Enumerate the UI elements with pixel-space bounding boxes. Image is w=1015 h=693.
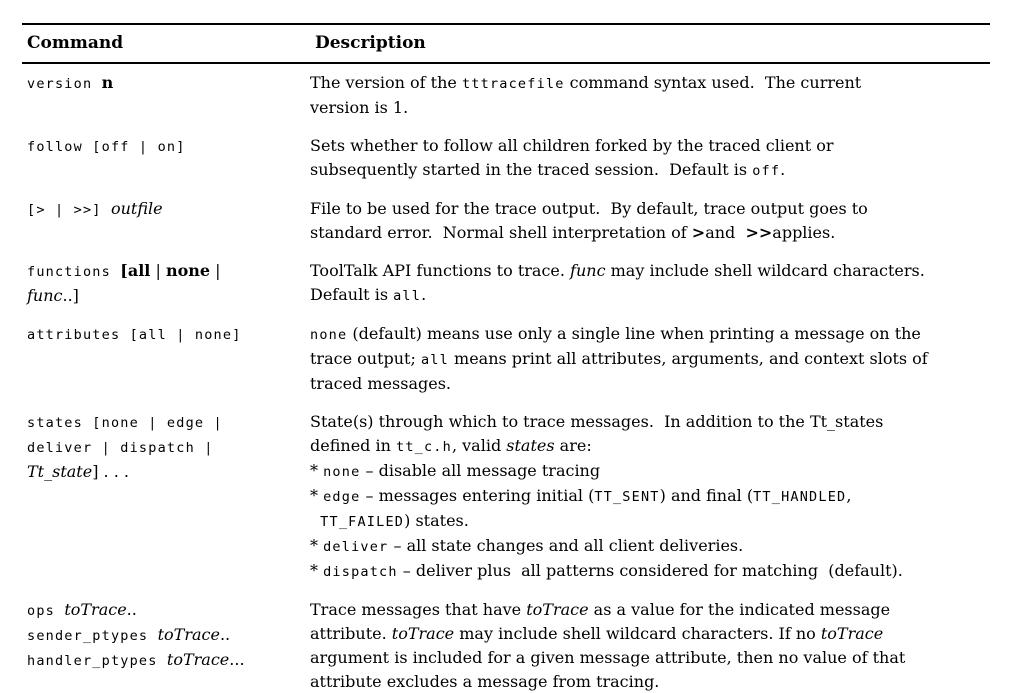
text-segment: (default) means use only a single line when printing a message on the — [347, 324, 921, 343]
text-segment: all — [420, 352, 449, 368]
text-line — [27, 623, 310, 648]
text-segment: . — [780, 160, 786, 179]
text-line — [27, 460, 310, 484]
text-line — [310, 259, 990, 283]
text-segment: ops — [27, 603, 65, 619]
text-segment: >> — [745, 223, 773, 242]
text-line — [310, 622, 990, 646]
text-segment: applies. — [772, 223, 836, 242]
text-line — [27, 410, 310, 435]
table-header-row — [22, 25, 990, 62]
text-line — [310, 484, 990, 509]
text-segment: Default is — [310, 285, 394, 304]
text-line — [310, 347, 990, 372]
text-line — [310, 509, 990, 534]
text-segment: tttracefile — [461, 76, 565, 92]
text-line — [310, 71, 990, 96]
description-cell — [310, 71, 990, 120]
text-line — [310, 598, 990, 622]
text-segment: – disable all message tracing — [360, 461, 601, 480]
description-column-header: Description — [315, 33, 426, 53]
text-line — [310, 459, 990, 484]
text-segment: toTrace — [820, 624, 884, 643]
text-segment: tt_c.h — [396, 439, 452, 455]
text-segment: > — [691, 223, 706, 242]
table-row — [22, 71, 990, 120]
text-line — [310, 96, 990, 120]
text-segment: traced messages. — [310, 374, 451, 393]
text-segment: off — [752, 163, 781, 179]
text-line — [27, 197, 310, 222]
text-segment: func — [570, 261, 606, 280]
text-line — [27, 598, 310, 623]
description-cell — [310, 259, 990, 308]
text-segment: functions — [27, 264, 121, 280]
command-cell — [22, 134, 310, 183]
text-line — [310, 559, 990, 584]
text-line — [310, 322, 990, 347]
text-segment: may include shell wildcard characters. If no — [454, 624, 821, 643]
table-row — [22, 197, 990, 245]
description-cell — [310, 322, 990, 396]
text-segment: Tt_state — [27, 462, 93, 481]
text-line — [27, 435, 310, 460]
command-cell — [22, 598, 310, 693]
command-cell — [22, 71, 310, 120]
text-segment: standard error. Normal shell interpretation of — [310, 223, 692, 242]
command-cell — [22, 410, 310, 584]
text-segment: edge — [323, 489, 361, 505]
text-segment: File to be used for the trace output. By default, trace output goes to — [310, 199, 868, 218]
text-segment: means print all attributes, arguments, and context slots of — [448, 349, 928, 368]
text-segment: defined in — [310, 436, 396, 455]
text-segment: outfile — [110, 199, 163, 218]
text-line — [27, 134, 310, 159]
text-segment: * — [310, 461, 324, 480]
table-body — [22, 71, 990, 693]
text-segment: | — [210, 261, 221, 280]
text-segment: ..] — [62, 286, 79, 305]
text-line — [310, 158, 990, 183]
description-cell — [310, 134, 990, 183]
text-line — [310, 283, 990, 308]
table-row — [22, 410, 990, 584]
text-segment: – all state changes and all client deliveries. — [388, 536, 744, 555]
text-segment: none — [310, 327, 348, 343]
text-segment: toTrace — [526, 600, 589, 619]
text-line — [27, 259, 310, 284]
text-segment: * — [310, 486, 324, 505]
text-line — [310, 372, 990, 396]
text-line — [310, 434, 990, 459]
text-segment: toTrace — [157, 625, 220, 644]
text-segment: none — [323, 464, 361, 480]
description-cell — [310, 598, 990, 693]
text-segment: . — [421, 285, 427, 304]
text-segment: , — [846, 486, 852, 505]
text-segment: ... — [229, 650, 245, 669]
description-cell — [310, 410, 990, 584]
text-segment: func — [27, 286, 63, 305]
text-line — [310, 221, 990, 245]
table-row — [22, 322, 990, 396]
table-row — [22, 134, 990, 183]
text-segment: ) and final ( — [659, 486, 754, 505]
text-segment: dispatch — [323, 564, 398, 580]
text-segment: * — [310, 536, 324, 555]
text-segment: attributes [all | none] — [27, 327, 242, 343]
text-segment: are: — [554, 436, 592, 455]
text-segment: states [none | edge | — [27, 415, 223, 431]
text-segment: attribute. — [310, 624, 392, 643]
text-segment: ) states. — [404, 511, 469, 530]
command-cell — [22, 197, 310, 245]
text-segment: command syntax used. The current — [564, 73, 862, 92]
text-segment: toTrace — [391, 624, 455, 643]
text-line — [310, 670, 990, 693]
command-cell — [22, 259, 310, 308]
text-line — [27, 284, 310, 308]
text-line — [310, 134, 990, 158]
text-segment: | — [150, 261, 166, 280]
text-segment: sender_ptypes — [27, 628, 158, 644]
text-line — [310, 197, 990, 221]
text-segment: .. — [219, 625, 231, 644]
text-segment: Trace messages that have — [310, 600, 527, 619]
text-line — [27, 322, 310, 347]
text-segment: – messages entering initial ( — [360, 486, 595, 505]
header-underline-rule — [22, 62, 990, 64]
text-line — [310, 410, 990, 434]
table-row — [22, 259, 990, 308]
text-segment: deliver — [323, 539, 389, 555]
text-segment: n — [101, 73, 114, 92]
text-segment: may include shell wildcard characters. — [605, 261, 925, 280]
text-segment: [all — [120, 261, 151, 280]
text-segment: State(s) through which to trace messages. In addition to the Tt_states — [310, 412, 884, 431]
text-line — [310, 646, 990, 670]
text-segment: – deliver plus all patterns considered for matching (default). — [397, 561, 903, 580]
text-segment: follow [off | on] — [27, 139, 186, 155]
command-cell — [22, 322, 310, 396]
text-segment: TT_HANDLED — [753, 489, 847, 505]
text-segment: attribute excludes a message from tracing. — [310, 672, 660, 691]
text-segment: .. — [126, 600, 137, 619]
command-column-header: Command — [27, 33, 124, 53]
table-row — [22, 598, 990, 693]
text-segment: The version of the — [310, 73, 462, 92]
text-segment: and — [705, 223, 746, 242]
text-segment: trace output; — [310, 349, 421, 368]
text-segment: none — [165, 261, 211, 280]
text-segment: as a value for the indicated message — [588, 600, 891, 619]
text-segment: version — [27, 76, 102, 92]
text-segment: [> | >>] — [27, 202, 111, 218]
text-segment: , valid — [451, 436, 507, 455]
text-segment: ToolTalk API functions to trace. — [310, 261, 571, 280]
text-segment: all — [393, 288, 422, 304]
text-line — [310, 534, 990, 559]
text-segment: toTrace — [166, 650, 230, 669]
text-segment: handler_ptypes — [27, 653, 167, 669]
text-segment: TT_SENT — [594, 489, 660, 505]
text-line — [27, 648, 310, 673]
text-line — [27, 71, 310, 96]
description-cell — [310, 197, 990, 245]
text-segment: Sets whether to follow all children forked by the traced client or — [310, 136, 834, 155]
text-segment — [310, 511, 320, 530]
text-segment: subsequently started in the traced session. Default is — [310, 160, 753, 179]
text-segment: ] . . . — [92, 462, 129, 481]
text-segment: * — [310, 561, 324, 580]
text-segment: TT_FAILED — [320, 514, 405, 530]
text-segment: toTrace — [64, 600, 127, 619]
text-segment: version is 1. — [310, 98, 409, 117]
text-segment: deliver | dispatch | — [27, 440, 214, 456]
text-segment: argument is included for a given message attribute, then no value of that — [310, 648, 906, 667]
text-segment: states — [506, 436, 555, 455]
